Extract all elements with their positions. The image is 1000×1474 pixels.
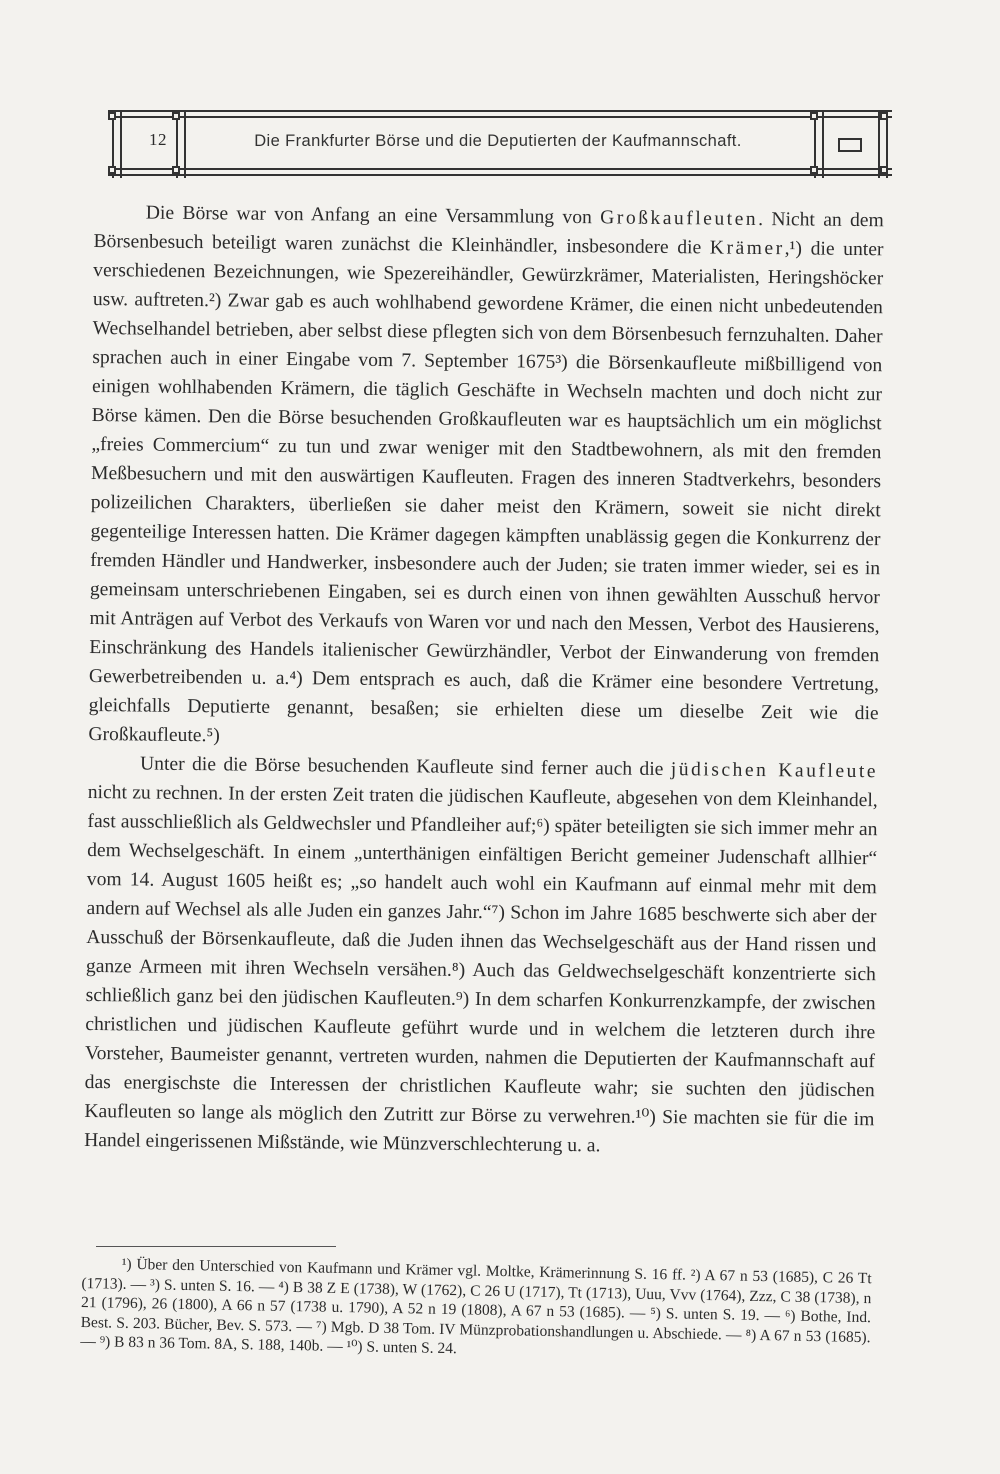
header-bottom-rule bbox=[108, 174, 892, 176]
frame-knot bbox=[880, 166, 888, 174]
text-run: Unter die die Börse besuchenden Kaufleute sind ferner auch die bbox=[139, 753, 671, 781]
body-text bbox=[84, 198, 884, 1163]
header-number-divider-inner bbox=[184, 110, 186, 178]
page-header bbox=[108, 110, 892, 178]
text-run: Die Börse war von Anfang an eine Versammlung von bbox=[145, 202, 601, 229]
frame-knot bbox=[810, 112, 818, 120]
emphasized-term: jüdischen Kaufleute bbox=[670, 759, 879, 783]
footnotes bbox=[80, 1254, 872, 1367]
text-run: nicht zu rechnen. In der ersten Zeit traten die jüdischen Kaufleute, abgesehen von dem Kleinhandel, fast ausschließlich als Geldwechsler und Pfandleiher auf;⁶) später beteiligten sie sich immer mehr an dem Wechselgeschäft. In einem „unterthänigen einfältigen Bericht gemeiner Judenschaft allhier“ vom 14. August 1605 heißt es; „so handelt auch wohl ein Kaufmann auf einmal mehr mit dem andern auf Wechsel als alle Juden ein ganzes Jahr.“⁷) Schon im Jahre 1685 beschwerte sich aber der Ausschuß der Börsenkaufleute, daß die Juden ihnen das Wechselgeschäft aus der Hand rissen und ganze Armeen mit ihren Wechseln versähen.⁸) Auch das Geldwechselgeschäft konzentrierte sich schließlich ganz bei den jüdischen Kaufleuten.⁹) In dem scharfen Konkurrenzkampfe, der zwischen christlichen und jüdischen Kaufleute geführt wurde und in welchem die letzteren durch ihre Vorsteher, Baumeister genannt, vertreten wurden, nahmen die Deputierten der Kaufmannschaft auf das energischste die Interessen der christlichen Kaufleute wahr; sie suchten den jüdischen Kaufleuten so lange als möglich den Zutritt zur Börse zu verwehren.¹⁰) Sie machten sie für die im Handel eingerissenen Mißstände, wie Münzverschlechterung u. a. bbox=[84, 781, 878, 1157]
footnote-separator bbox=[96, 1246, 336, 1247]
frame-knot bbox=[172, 166, 180, 174]
frame-knot bbox=[172, 112, 180, 120]
header-top-rule bbox=[108, 110, 892, 112]
emphasized-term: Krämer bbox=[709, 237, 785, 260]
header-top-inner-rule bbox=[108, 116, 892, 118]
header-ornament-divider-inner bbox=[822, 110, 824, 178]
paragraph bbox=[84, 749, 878, 1163]
text-run: ,¹) die unter verschiedenen Bezeichnungen, wie Spezereihändler, Gewürzkrämer, Materialisten, Heringshöcker usw. auftreten.²) Zwar gab es auch wohlhabend gewordene Krämer, die einen nicht unbedeutenden Wechselhandel betrieben, aber selbst diese pflegten sich von dem Börsenbesuch fernzuhalten. Daher sprachen auch in einer Eingabe vom 7. September 1675³) die Börsenkaufleute mißbilligend von einigen wohlhabenden Krämern, die täglich Geschäfte in Wechseln machten und doch nicht zur Börse kämen. Den die Börse besuchenden Großkaufleuten war es hauptsächlich um ein möglichst „freies Commercium“ zu tun und zwar weniger mit den Stadtbewohnern, als mit den fremden Meßbesuchern und mit den auswärtigen Kaufleuten. Fragen des inneren Stadtverkehrs, besonders polizeilichen Charakters, überließen sie daher meist den Krämern, soweit sie nicht direkt gegenteilige Interessen hatten. Die Krämer dagegen kämpften unablässig gegen die Konkurrenz der fremden Händler und Handwerker, insbesondere auch der Juden; sie traten immer wieder, sei es in gemeinsam unterschriebenen Eingaben, sei es durch einen von ihnen gewählten Ausschuß hervor mit Anträgen auf Verbot des Verkaufs von Waren vor und nach den Messen, Verbot des Hausierens, Einschränkung des Handels italienischer Gewürzhändler, Verbot der Einwanderung von fremden Gewerbetreibenden u. a.⁴) Dem entsprach es auch, daß die Krämer eine besondere Vertretung, gleichfalls Deputierte genannt, besaßen; sie erhielten diese um dieselbe Zeit wie die Großkaufleute.⁵) bbox=[88, 238, 884, 747]
page-number: 12 bbox=[149, 130, 167, 149]
frame-knot bbox=[880, 112, 888, 120]
frame-knot bbox=[108, 166, 116, 174]
footnote-text: ¹) Über den Unterschied von Kaufmann und Krämer vgl. Moltke, Krämerinnung S. 16 ff. ²) A 67 n 53 (1685), C 26 Tt (1713). — ³) S. unten S. 16. — ⁴) B 38 Z E (1738), W (1762), C 26 U (1717), Tt (1713), Uuu, Vvv (1764), Zzz, C 38 (1738), n 21 (1796), 26 (1800), A 66 n 57 (1738 u. 1790), A 52 n 19 (1808), A 67 n 53 (1685). — ⁵) S. unten S. 19. — ⁶) Bothe, Ind. Best. S. 203. Bücher, Bev. S. 573. — ⁷) Mgb. D 38 Tom. IV Münzprobationshandlungen u. Abschiede. — ⁸) A 67 n 53 (1685). — ⁹) B 83 n 36 Tom. 8A, S. 188, 140b. — ¹⁰) S. unten S. 24. bbox=[80, 1255, 872, 1358]
running-title: Die Frankfurter Börse und die Deputierten der Kaufmannschaft. bbox=[254, 132, 742, 150]
emphasized-term: Großkaufleuten bbox=[600, 207, 759, 230]
frame-knot bbox=[810, 166, 818, 174]
header-ornament bbox=[838, 138, 862, 152]
paragraph bbox=[88, 198, 884, 757]
frame-knot bbox=[108, 112, 116, 120]
text-run: . Nicht an dem Börsenbesuch beteiligt waren zunächst die Kleinhändler, insbesondere die bbox=[93, 208, 884, 259]
header-bottom-inner-rule bbox=[108, 168, 892, 170]
header-left-inner-rule bbox=[120, 110, 122, 178]
